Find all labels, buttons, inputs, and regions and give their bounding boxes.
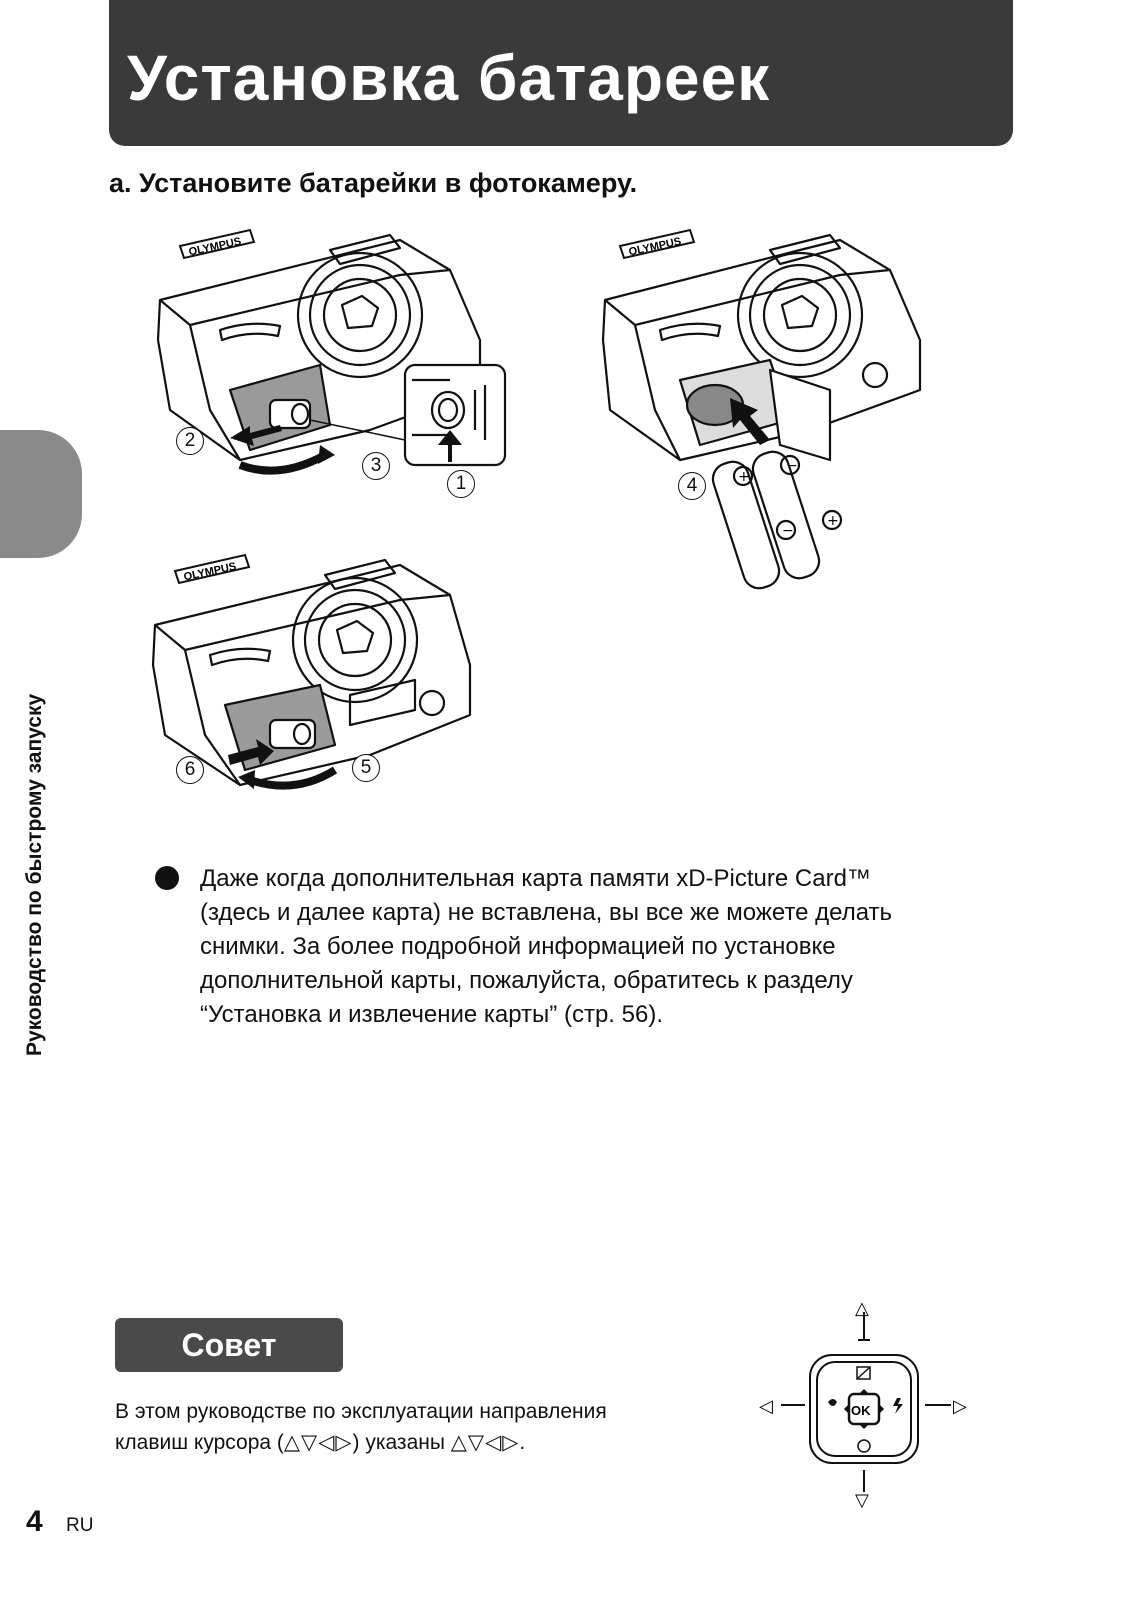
callout-2: 2 <box>176 427 204 455</box>
arrow-keys-symbols: △▽◁▷ <box>283 1430 353 1454</box>
svg-text:−: − <box>782 523 794 539</box>
camera-insert-batteries-illustration <box>600 230 950 590</box>
ok-button-label: OK <box>851 1403 871 1418</box>
callout-6: 6 <box>176 756 204 784</box>
callout-1: 1 <box>447 470 475 498</box>
language-code: RU <box>66 1515 94 1536</box>
note-text: Даже когда дополнительная карта памяти xD-Picture Card™ (здесь и далее карта) не вставлена, вы все же можете делать снимки. За более подробной информацией по установке дополнительной карты, пожалуйста, обратитесь к разделу “Установка и извлечение карты” (стр. 56). <box>200 865 893 1028</box>
svg-text:+: + <box>827 513 839 529</box>
arrow-right-icon: ▷ <box>953 1396 967 1417</box>
dpad-diagram <box>759 1298 1005 1511</box>
camera-close-door-illustration <box>150 555 490 825</box>
tip-badge: Совет <box>115 1318 343 1372</box>
tip-line-1: В этом руководстве по эксплуатации направления <box>115 1400 607 1423</box>
tip-line-2-mid: ) указаны <box>352 1431 451 1454</box>
flash-icon <box>893 1398 903 1414</box>
section-label: Руководство по быстрому запуску <box>23 693 46 1056</box>
title-bar <box>109 0 1013 146</box>
page-number: 4 <box>26 1505 43 1538</box>
brand-logo: OLYMPUS <box>182 560 238 584</box>
page-title: Установка батареек <box>127 42 771 114</box>
brand-logo: OLYMPUS <box>627 235 683 259</box>
tip-text <box>115 1396 755 1458</box>
svg-text:−: − <box>786 458 798 474</box>
callout-5: 5 <box>352 754 380 782</box>
arrow-down-icon: ▽ <box>855 1490 869 1511</box>
callout-3: 3 <box>362 452 390 480</box>
section-tab <box>0 430 82 558</box>
brand-logo: OLYMPUS <box>187 235 243 259</box>
arrow-keys-symbols-alt: △▽◁▷ <box>450 1430 520 1454</box>
note-block <box>155 862 1015 1032</box>
bullet-icon <box>155 866 179 890</box>
self-timer-icon <box>858 1440 870 1452</box>
tip-line-2-prefix: клавиш курсора ( <box>115 1431 284 1454</box>
macro-icon <box>828 1399 837 1406</box>
arrow-left-icon: ◁ <box>759 1396 773 1417</box>
callout-4: 4 <box>678 472 706 500</box>
tip-line-2-suffix: . <box>519 1431 526 1454</box>
arrow-up-icon: △ <box>855 1298 869 1319</box>
svg-text:+: + <box>738 469 750 485</box>
step-heading: a. Установите батарейки в фотокамеру. <box>109 168 638 198</box>
